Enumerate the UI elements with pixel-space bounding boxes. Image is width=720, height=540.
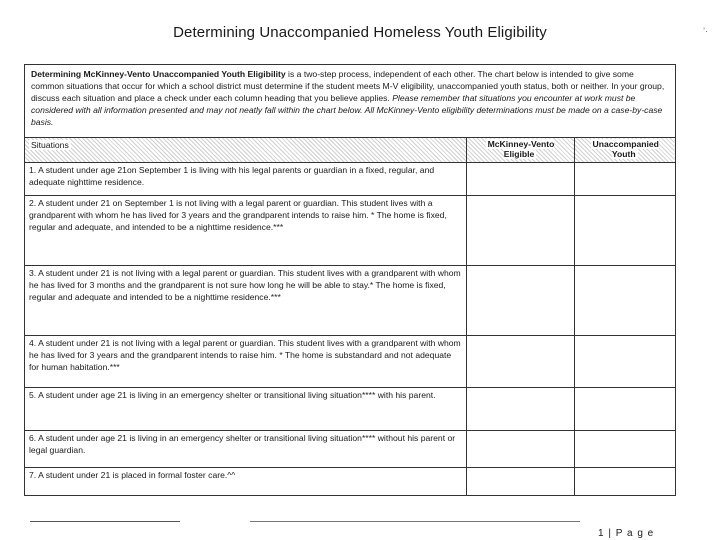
- situations-header: Situations: [25, 138, 466, 163]
- unaccompanied-check-cell[interactable]: [574, 388, 675, 431]
- situation-text: 1. A student under age 21on September 1 is living with his legal parents or guardian in a fixed, regular, and adequate nighttime residence.: [25, 163, 466, 196]
- unaccompanied-check-cell[interactable]: [574, 163, 675, 196]
- page-title: Determining Unaccompanied Homeless Youth Eligibility: [173, 24, 547, 41]
- unaccompanied-header: Unaccompanied Youth: [574, 138, 675, 163]
- mv-eligible-check-cell[interactable]: [466, 266, 574, 336]
- mv-eligible-check-cell[interactable]: [466, 431, 574, 468]
- unaccompanied-check-cell[interactable]: [574, 266, 675, 336]
- situation-text: 2. A student under 21 on September 1 is not living with a legal parent or guardian. This student lives with a grandparent with whom he has lived for 3 years and the grandparent intends to raise him. * The home is fixed, regular and adequate, and intended to be a nighttime residence.***: [25, 196, 466, 266]
- mv-eligible-check-cell[interactable]: [466, 196, 574, 266]
- mv-eligible-check-cell[interactable]: [466, 163, 574, 196]
- intro-body: is a two-step process, independent of each other. The chart below is intended to give some common situations that occur for which a school district must determine if the student meets M-V eligibility, unaccompanied youth status, both or neither. In your group, discuss each situation and place a check under each column heading that you believe applies.: [31, 69, 665, 103]
- corner-mark: ’·: [703, 26, 708, 36]
- situation-text: 6. A student under age 21 is living in an emergency shelter or transitional living situation**** without his parent or legal guardian.: [25, 431, 466, 468]
- intro-bold-lead: Determining McKinney-Vento Unaccompanied Youth Eligibility: [31, 69, 286, 79]
- unaccompanied-check-cell[interactable]: [574, 468, 675, 497]
- table-row: [25, 196, 675, 266]
- eligibility-sheet: [24, 64, 676, 496]
- situation-text: 7. A student under 21 is placed in formal foster care.^^: [25, 468, 466, 497]
- unaccompanied-check-cell[interactable]: [574, 336, 675, 388]
- table-row: [25, 336, 675, 388]
- situations-table: [25, 138, 675, 496]
- table-row: [25, 266, 675, 336]
- situation-text: 5. A student under age 21 is living in an emergency shelter or transitional living situation**** with his parent.: [25, 388, 466, 431]
- intro-paragraph: [25, 65, 675, 138]
- footer-rule-right: [250, 521, 580, 522]
- unaccompanied-check-cell[interactable]: [574, 431, 675, 468]
- unaccompanied-check-cell[interactable]: [574, 196, 675, 266]
- footer-rule-left: [30, 521, 180, 522]
- intro-italic-tail: Please remember that situations you encounter at work must be considered with all information presented and may not neatly fall within the chart below. All McKinney-Vento eligibility determinations must be made on a case-by-case basis.: [31, 93, 663, 127]
- page-number: 1 | P a g e: [598, 528, 655, 539]
- table-header-row: [25, 138, 675, 163]
- mv-eligible-check-cell[interactable]: [466, 336, 574, 388]
- mv-eligible-check-cell[interactable]: [466, 388, 574, 431]
- mv-eligible-check-cell[interactable]: [466, 468, 574, 497]
- table-row: [25, 388, 675, 431]
- mv-eligible-header: McKinney-Vento Eligible: [466, 138, 574, 163]
- table-row: [25, 163, 675, 196]
- table-row: [25, 468, 675, 497]
- situation-text: 3. A student under 21 is not living with a legal parent or guardian. This student lives with a grandparent with whom he has lived for 3 months and the grandparent is not sure how long he will be able to stay.* The home is fixed, regular and adequate and intended to be a nighttime residence.***: [25, 266, 466, 336]
- table-row: [25, 431, 675, 468]
- situation-text: 4. A student under 21 is not living with a legal parent or guardian. This student lives with a grandparent with whom he has lived for 3 years and the grandparent intends to raise him. * The home is substandard and not adequate for human habitation.***: [25, 336, 466, 388]
